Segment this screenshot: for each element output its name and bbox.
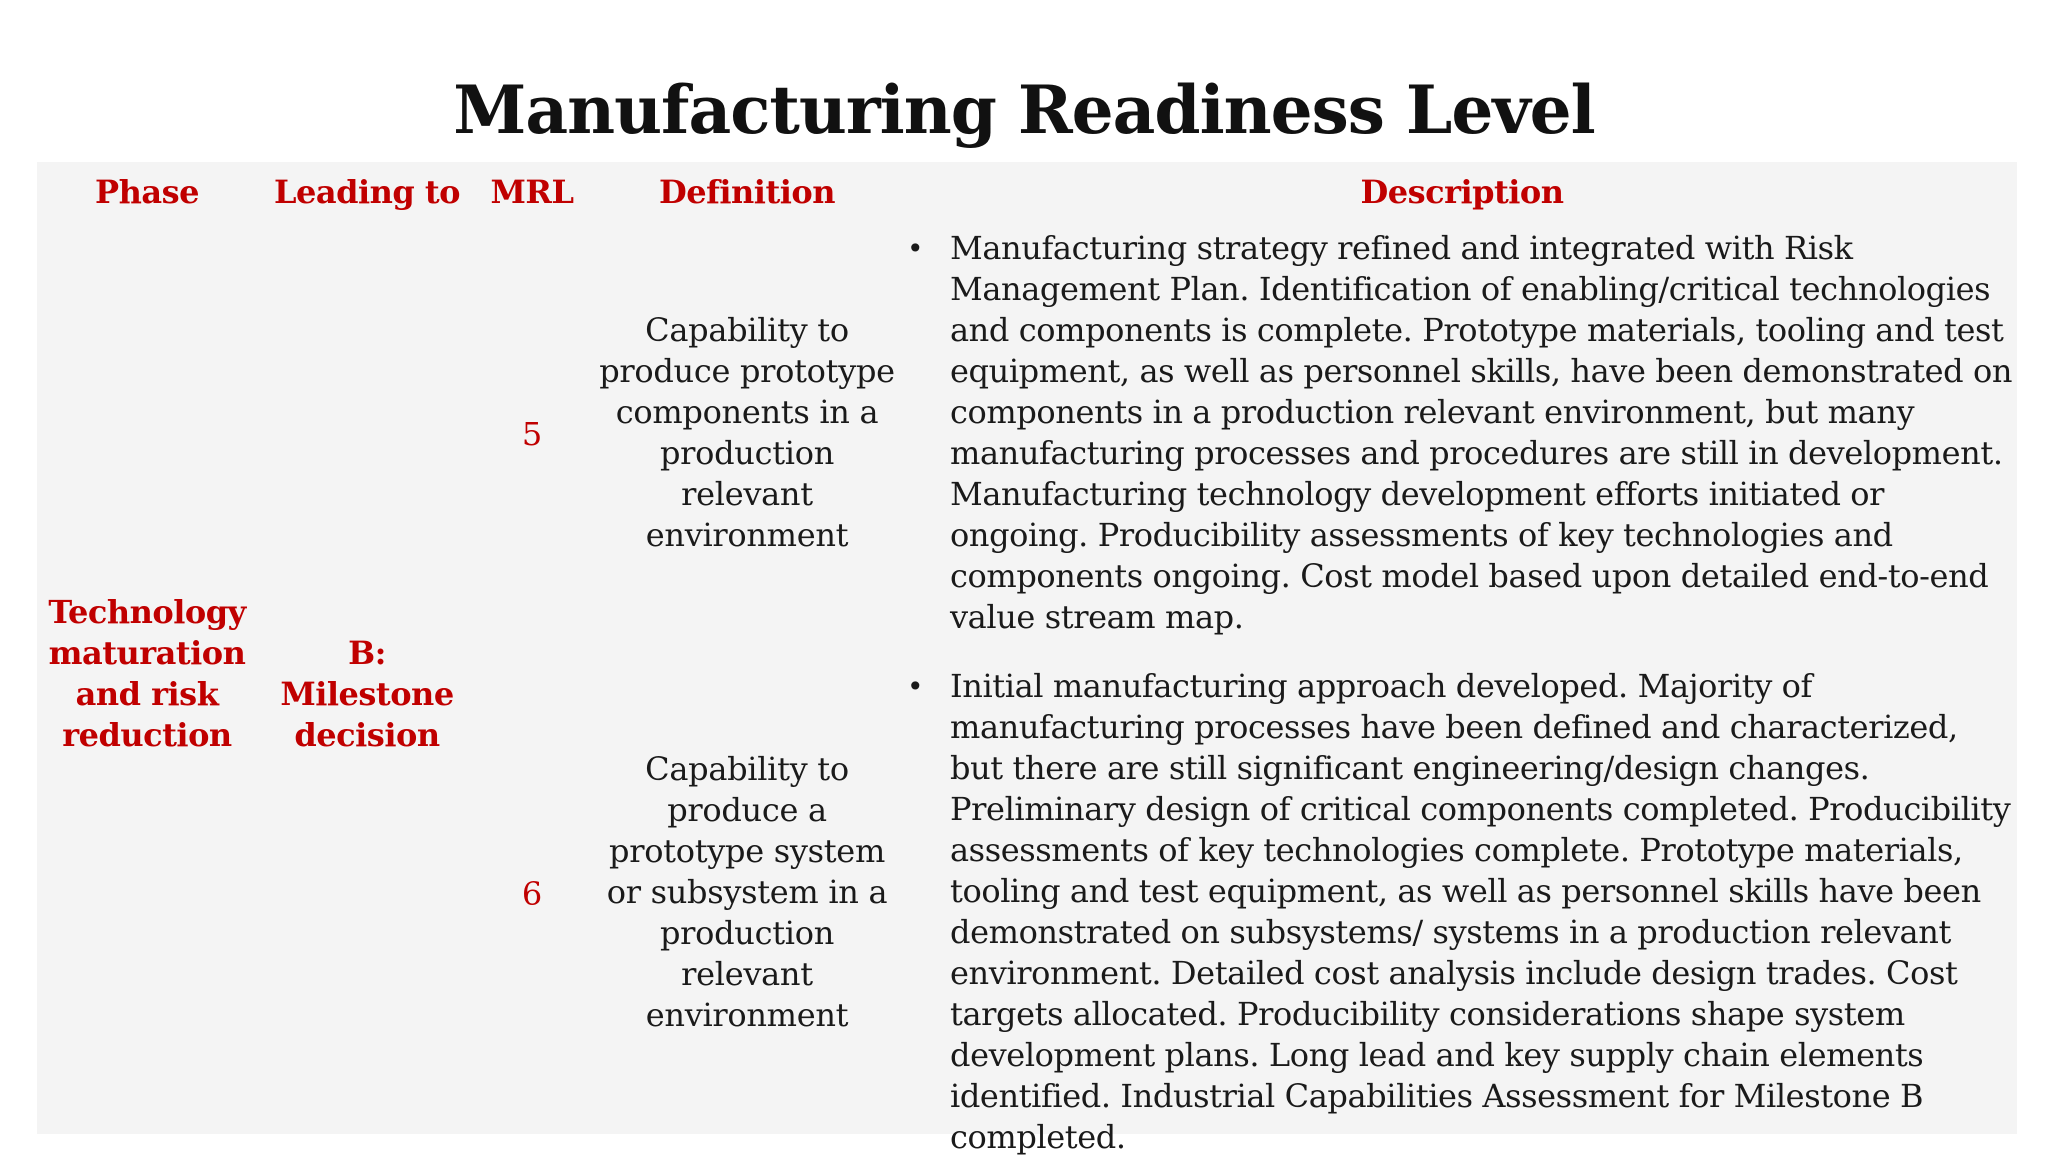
column-header-mrl: MRL [490, 173, 574, 211]
description-mrl-5 [900, 228, 2016, 638]
description-text: Initial manufacturing approach developed. Majority of manufacturing processes have been defined and characterized, but there are still significant engineering/design changes. Preliminary design of critical components completed. Producibility assessments of key technologies complete. Prototype materials, tooling and test equipment, as well as personnel skills have been demonstrated on subsystems/ systems in a production relevant environment. Detailed cost analysis include design trades. Cost targets allocated. Producibility considerations shape system development plans. Long lead and key supply chain elements identified. Industrial Capabilities Assessment for Milestone B completed. [950, 667, 2011, 1156]
leading-to-cell: B: Milestone decision [280, 634, 454, 754]
bullet-icon: • [906, 670, 924, 703]
page-title: Manufacturing Readiness Level [453, 71, 1595, 149]
definition-mrl-5: Capability to produce prototype components in a production relevant environment [599, 311, 895, 554]
column-header-description: Description [1360, 173, 1564, 211]
bullet-icon: • [906, 232, 924, 265]
mrl-level-6: 6 [521, 875, 543, 913]
definition-mrl-6: Capability to produce a prototype system or subsystem in a production relevant environment [606, 750, 888, 1034]
description-text: Manufacturing strategy refined and integrated with Risk Management Plan. Identification of enabling/critical technologies and components is complete. Prototype materials, tooling and test equipment, as well as personnel skills, have been demonstrated on components in a production relevant environment, but many manufacturing processes and procedures are still in development. Manufacturing technology development efforts initiated or ongoing. Producibility assessments of key technologies and components ongoing. Cost model based upon detailed end-to-end value stream map. [950, 229, 2013, 636]
phase-cell: Technology maturation and risk reduction [48, 593, 246, 754]
mrl-level-5: 5 [521, 415, 543, 453]
column-header-definition: Definition [659, 173, 835, 211]
description-mrl-6 [900, 666, 2016, 1158]
column-header-phase: Phase [95, 173, 199, 211]
column-header-leading-to: Leading to [273, 173, 461, 211]
